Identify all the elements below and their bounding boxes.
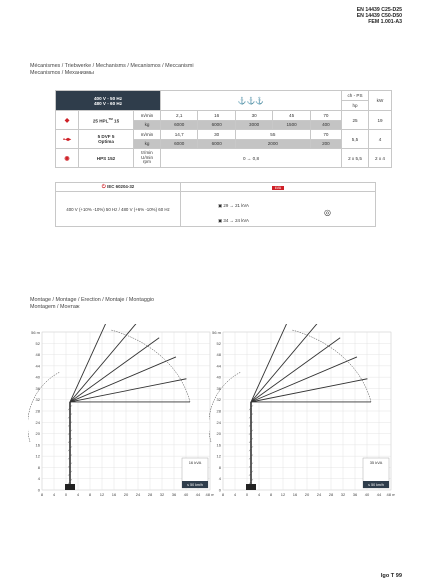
slewing-icon: ◉: [64, 155, 70, 162]
plug-icon: ⏻: [101, 184, 108, 190]
x-tick-label: 4: [52, 492, 56, 497]
x-tick-label: 24: [135, 492, 141, 497]
kva-option-text: 29 → 21 kVA: [223, 203, 249, 208]
hp-header: hp: [342, 101, 369, 111]
y-tick-label: 4: [37, 476, 40, 482]
y-axis-label: 56 m: [212, 330, 221, 335]
hoist-name-text2: 15: [112, 118, 120, 124]
y-tick-label: 8: [218, 464, 221, 470]
kva-option: [218, 218, 249, 224]
hoist-load-unit: kg: [134, 120, 161, 130]
standard-line: EN 14439 C25-D25: [356, 7, 402, 13]
section-title-line: Montage / Montage / Erection / Montaje / Montaggio: [30, 297, 155, 303]
hoist-speed: 30: [235, 111, 272, 121]
hoist-load: 6000: [161, 120, 198, 130]
x-tick-label: 32: [159, 492, 165, 497]
x-tick-label: 40: [183, 492, 189, 497]
kva-option: [218, 203, 249, 209]
trolley-speed: 14,7: [161, 130, 198, 140]
montage-title: [30, 297, 154, 310]
x-tick-label: 4: [233, 492, 237, 497]
trolley-speed: 70: [310, 130, 341, 140]
y-tick-label: 4: [218, 476, 221, 482]
y-tick-label: 32: [216, 397, 221, 403]
trolley-hp: 5,5: [342, 130, 369, 149]
crane-base: [65, 484, 75, 490]
x-tick-label: 8: [269, 492, 273, 497]
hoist-name-text: 25 HPL: [92, 118, 109, 124]
kva-header-cell: [181, 183, 376, 192]
x-tick-label: 20: [304, 492, 310, 497]
hoist-speed: 45: [273, 111, 310, 121]
trolley-load-unit: kg: [134, 139, 161, 149]
y-tick-label: 12: [35, 453, 40, 459]
hoist-icon-cell: [56, 111, 79, 130]
trolley-name-line: 5 DVF 5: [97, 134, 115, 139]
x-tick-label: 4: [76, 492, 80, 497]
page-footer: Igo T 99: [380, 573, 402, 579]
standards-header: [357, 7, 402, 25]
x-tick-label: 48 m: [386, 492, 395, 497]
y-tick-label: 28: [35, 408, 40, 414]
hoist-speed: 70: [310, 111, 341, 121]
slew-unit-line: U/min: [141, 154, 153, 160]
trolley-speed-unit: m/min: [134, 130, 161, 140]
y-tick-label: 32: [35, 397, 40, 403]
trolley-icon: ▪◂▸: [62, 136, 72, 143]
y-tick-label: 36: [35, 385, 40, 391]
kw-header: kW: [369, 91, 392, 111]
y-tick-label: 24: [35, 419, 40, 425]
hoist-speed: 16: [198, 111, 235, 121]
legend-kva: 35 kVA: [369, 460, 383, 465]
generator-icon: ▣: [218, 218, 224, 223]
trolley-kw: 4: [369, 130, 392, 149]
supply-line: 480 V - 60 Hz: [93, 100, 123, 106]
x-tick-label: 36: [352, 492, 358, 497]
y-tick-label: 20: [216, 431, 221, 437]
ch-ps-header: ch - PS: [342, 91, 369, 101]
x-tick-label: 8: [221, 492, 225, 497]
hoist-speed-unit: m/min: [134, 111, 161, 121]
standard-line: FEM 1.001-A3: [368, 19, 402, 25]
hoist-load: 3000: [235, 120, 272, 130]
kva-option-text: 34 → 24 kVA: [223, 218, 249, 223]
y-tick-label: 8: [37, 464, 40, 470]
legend-wind: ≤ 50 km/h: [368, 483, 384, 487]
y-tick-label: 16: [216, 442, 221, 448]
trolley-icon-cell: [56, 130, 79, 149]
x-tick-label: 16: [111, 492, 117, 497]
legend-wind: ≤ 50 km/h: [187, 483, 203, 487]
x-tick-label: 32: [340, 492, 346, 497]
erection-chart-2: [209, 324, 395, 502]
slew-unit-line: tr/min: [141, 150, 153, 156]
section-title-line: Mécanismes / Triebwerke / Mechanisms / Mecanismos / Meccanismi: [30, 63, 194, 69]
hoist-name: [79, 111, 134, 130]
x-tick-label: 40: [364, 492, 370, 497]
y-tick-label: 0: [37, 487, 40, 493]
mechanisms-table: [55, 90, 392, 168]
hoist-kw: 19: [369, 111, 392, 130]
y-tick-label: 52: [35, 340, 40, 346]
kva-badge: kVA: [272, 186, 284, 190]
x-tick-label: 48 m: [205, 492, 214, 497]
x-tick-label: 20: [123, 492, 129, 497]
x-tick-label: 16: [292, 492, 298, 497]
rotation-icon: ◎: [324, 208, 331, 217]
slew-hp: 2 x 5,5: [342, 149, 369, 168]
hoist-name-sup: TM: [108, 116, 113, 121]
section-title-line: Mecanismos / Механизмы: [30, 69, 94, 76]
y-tick-label: 36: [216, 385, 221, 391]
x-tick-label: 36: [171, 492, 177, 497]
section-title-line: Montagem / Монтаж: [30, 303, 80, 310]
supply-line: 400 V - 50 Hz: [93, 95, 123, 101]
y-tick-label: 12: [216, 453, 221, 459]
x-tick-label: 28: [328, 492, 334, 497]
x-tick-label: 0: [245, 492, 249, 497]
x-tick-label: 8: [40, 492, 44, 497]
trolley-speed: 30: [198, 130, 235, 140]
y-tick-label: 16: [35, 442, 40, 448]
hook-icon-cell: [161, 91, 342, 111]
y-tick-label: 28: [216, 408, 221, 414]
supply-cell: [56, 91, 161, 111]
slew-name: HPS 152: [79, 149, 134, 168]
y-tick-label: 0: [218, 487, 221, 493]
x-tick-label: 0: [64, 492, 68, 497]
crane-base: [246, 484, 256, 490]
power-table: [55, 182, 376, 227]
kva-options-cell: [181, 192, 376, 227]
x-tick-label: 44: [376, 492, 382, 497]
slew-range: 0 → 0,8: [161, 149, 342, 168]
slew-unit: [134, 149, 161, 168]
y-axis-label: 56 m: [31, 330, 40, 335]
hoist-hp: 25: [342, 111, 369, 130]
trolley-speed: 55: [235, 130, 310, 140]
generator-icon: ▣: [218, 203, 224, 208]
hoist-icon: ◆: [64, 117, 70, 124]
y-tick-label: 44: [216, 363, 221, 369]
y-tick-label: 44: [35, 363, 40, 369]
slew-icon-cell: [56, 149, 79, 168]
trolley-name-line: Optima: [98, 139, 114, 144]
trolley-name: [79, 130, 134, 149]
iec-cell: [56, 183, 181, 192]
x-tick-label: 12: [99, 492, 105, 497]
trolley-load: 2000: [235, 139, 310, 149]
mechanisms-title: [30, 63, 194, 76]
x-tick-label: 24: [316, 492, 322, 497]
slew-unit-line: rpm: [143, 159, 151, 165]
iec-standard: IEC 60204-32: [107, 184, 135, 189]
trolley-load: 6000: [198, 139, 235, 149]
standard-line: EN 14439 C50-D50: [356, 13, 402, 19]
x-tick-label: 12: [280, 492, 286, 497]
slew-kw: 2 x 4: [369, 149, 392, 168]
x-tick-label: 8: [88, 492, 92, 497]
x-tick-label: 44: [195, 492, 201, 497]
y-tick-label: 40: [216, 374, 221, 380]
hoist-speed: 2,1: [161, 111, 198, 121]
y-tick-label: 48: [216, 352, 221, 358]
voltage-cell: 400 V (+10% -10%) 50 Hz / 480 V (+6% -10%) 60 Hz: [56, 192, 181, 227]
y-tick-label: 52: [216, 340, 221, 346]
erection-chart-1: [28, 324, 214, 502]
y-tick-label: 40: [35, 374, 40, 380]
hook-icon: ⚓⚓⚓: [237, 97, 265, 105]
x-tick-label: 4: [257, 492, 261, 497]
x-tick-label: 28: [147, 492, 153, 497]
hoist-load: 400: [310, 120, 341, 130]
hoist-load: 1500: [273, 120, 310, 130]
y-tick-label: 20: [35, 431, 40, 437]
y-tick-label: 24: [216, 419, 221, 425]
trolley-load: 6000: [161, 139, 198, 149]
y-tick-label: 48: [35, 352, 40, 358]
trolley-load: 200: [310, 139, 341, 149]
hoist-load: 6000: [198, 120, 235, 130]
legend-kva: 16 kVA: [188, 460, 202, 465]
